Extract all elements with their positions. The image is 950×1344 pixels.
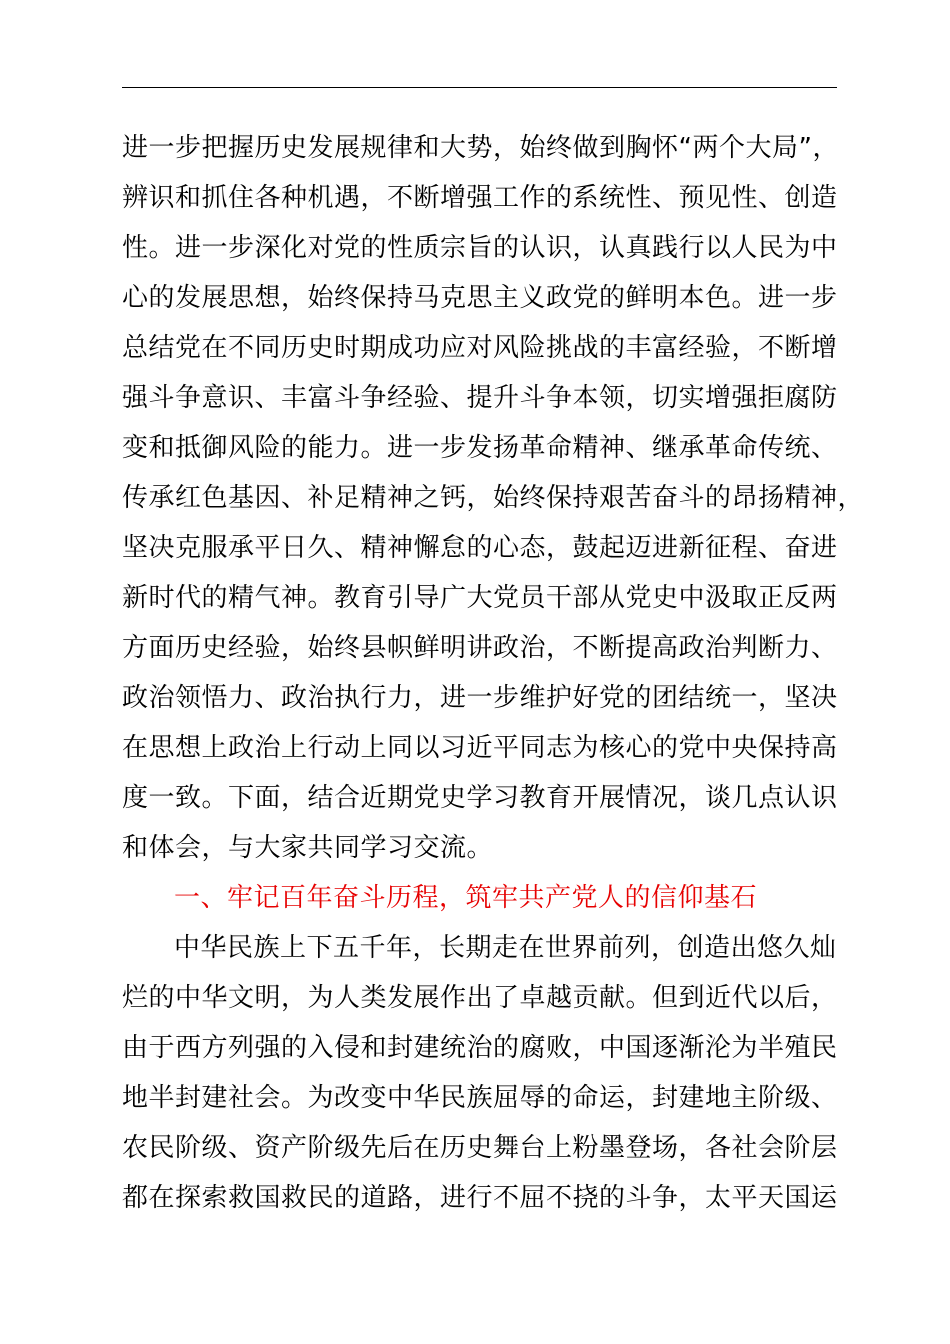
section-heading: 一、牢记百年奋斗历程，筑牢共产党人的信仰基石 [174,883,758,913]
text-line: 坚决克服承平日久、精神懈怠的心态，鼓起迈进新征程、奋进 [122,533,838,563]
text-line: 强斗争意识、丰富斗争经验、提升斗争本领，切实增强拒腐防 [122,383,838,413]
header-rule [122,87,837,88]
text-line: 农民阶级、资产阶级先后在历史舞台上粉墨登场，各社会阶层 [122,1133,838,1163]
text-line: 变和抵御风险的能力。进一步发扬革命精神、继承革命传统、 [122,433,838,463]
text-line: 由于西方列强的入侵和封建统治的腐败，中国逐渐沦为半殖民 [122,1033,838,1063]
text-line: 在思想上政治上行动上同以习近平同志为核心的党中央保持高 [122,733,838,763]
text-line: 传承红色基因、补足精神之钙，始终保持艰苦奋斗的昂扬精神， [122,483,865,513]
text-line: 方面历史经验，始终县帜鲜明讲政治，不断提高政治判断力、 [122,633,838,663]
text-line: 和体会，与大家共同学习交流。 [122,833,494,863]
text-line: 辨识和抓住各种机遇，不断增强工作的系统性、预见性、创造 [122,183,838,213]
text-line: 度一致。下面，结合近期党史学习教育开展情况，谈几点认识 [122,783,838,813]
text-line: 心的发展思想，始终保持马克思主义政党的鲜明本色。进一步 [122,283,838,313]
text-line: 烂的中华文明，为人类发展作出了卓越贡献。但到近代以后， [122,983,838,1013]
text-line: 地半封建社会。为改变中华民族屈辱的命运，封建地主阶级、 [122,1083,838,1113]
text-line: 总结党在不同历史时期成功应对风险挑战的丰富经验，不断增 [122,333,838,363]
text-line: 政治领悟力、政治执行力，进一步维护好党的团结统一，坚决 [122,683,838,713]
text-line: 进一步把握历史发展规律和大势，始终做到胸怀“两个大局”， [122,133,839,163]
text-line: 中华民族上下五千年，长期走在世界前列，创造出悠久灿 [174,933,837,963]
text-line: 都在探索救国救民的道路，进行不屈不挠的斗争，太平天国运 [122,1183,838,1213]
text-line: 新时代的精气神。教育引导广大党员干部从党史中汲取正反两 [122,583,838,613]
text-line: 性。进一步深化对党的性质宗旨的认识，认真践行以人民为中 [122,233,838,263]
